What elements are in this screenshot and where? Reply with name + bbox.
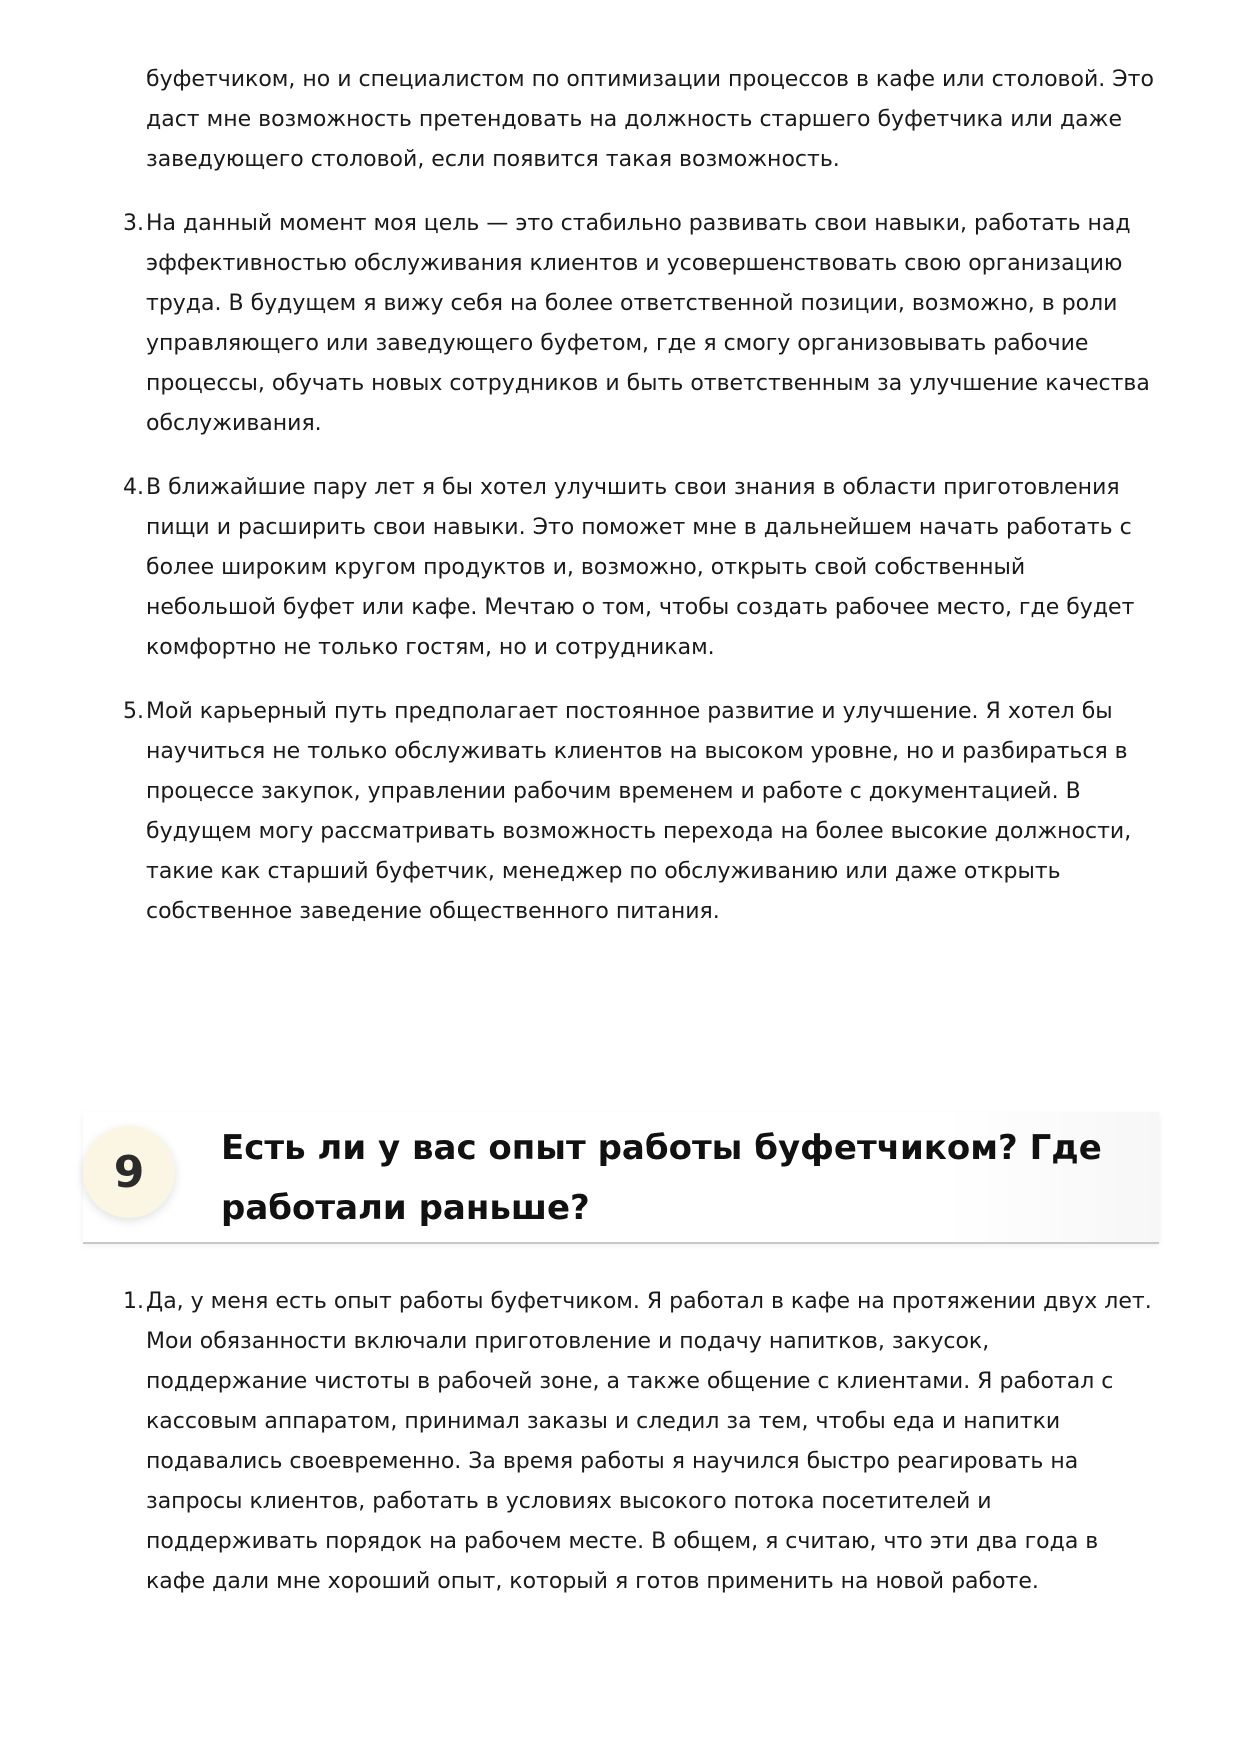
list-item bbox=[123, 468, 1156, 668]
list-item-text: Да, у меня есть опыт работы буфетчиком. Я работал в кафе на протяжении двух лет. Мои обязанности включали приготовление и подачу напитков, закусок, поддержание чистоты в рабочей зоне, а также общение с клиентами. Я работал с кассовым аппаратом, принимал заказы и следил за тем, чтобы еда и напитки подавались своевременно. За время работы я научился быстро реагировать на запросы клиентов, работать в условиях высокого потока посетителей и поддерживать порядок на рабочем месте. В общем, я считаю, что эти два года в кафе дали мне хороший опыт, который я готов применить на новой работе. bbox=[146, 1289, 1152, 1594]
list-item bbox=[123, 204, 1156, 444]
question-number-badge: 9 bbox=[83, 1126, 175, 1218]
list-item-text: В ближайшие пару лет я бы хотел улучшить свои знания в области приготовления пищи и расширить свои навыки. Это поможет мне в дальнейшем начать работать с более широким кругом продуктов и, возможно, открыть свой собственный небольшой буфет или кафе. Мечтаю о том, чтобы создать рабочее место, где будет комфортно не только гостям, но и сотрудникам. bbox=[146, 475, 1135, 660]
continued-paragraph: буфетчиком, но и специалистом по оптимизации процессов в кафе или столовой. Это даст мне возможность претендовать на должность старшего буфетчика или даже заведующего столовой, если появится такая возможность. bbox=[146, 67, 1154, 172]
list-item-number: 1. bbox=[123, 1289, 144, 1314]
list-item-number: 5. bbox=[123, 699, 144, 724]
question-title: Есть ли у вас опыт работы буфетчиком? Где работали раньше? bbox=[221, 1128, 1102, 1228]
list-item-number: 4. bbox=[123, 475, 144, 500]
list-item-number: 3. bbox=[123, 211, 144, 236]
list-item bbox=[123, 1282, 1156, 1602]
list-item-text: Мой карьерный путь предполагает постоянное развитие и улучшение. Я хотел бы научиться не только обслуживать клиентов на высоком уровне, но и разбираться в процессе закупок, управлении рабочим временем и работе с документацией. В будущем могу рассматривать возможность перехода на более высокие должности, такие как старший буфетчик, менеджер по обслуживанию или даже открыть собственное заведение общественного питания. bbox=[146, 699, 1132, 924]
list-item bbox=[123, 692, 1156, 932]
list-item-text: На данный момент моя цель — это стабильно развивать свои навыки, работать над эффективностью обслуживания клиентов и усовершенствовать свою организацию труда. В будущем я вижу себя на более ответственной позиции, возможно, в роли управляющего или заведующего буфетом, где я смогу организовывать рабочие процессы, обучать новых сотрудников и быть ответственным за улучшение качества обслуживания. bbox=[146, 211, 1150, 436]
question-header bbox=[83, 1112, 1159, 1244]
